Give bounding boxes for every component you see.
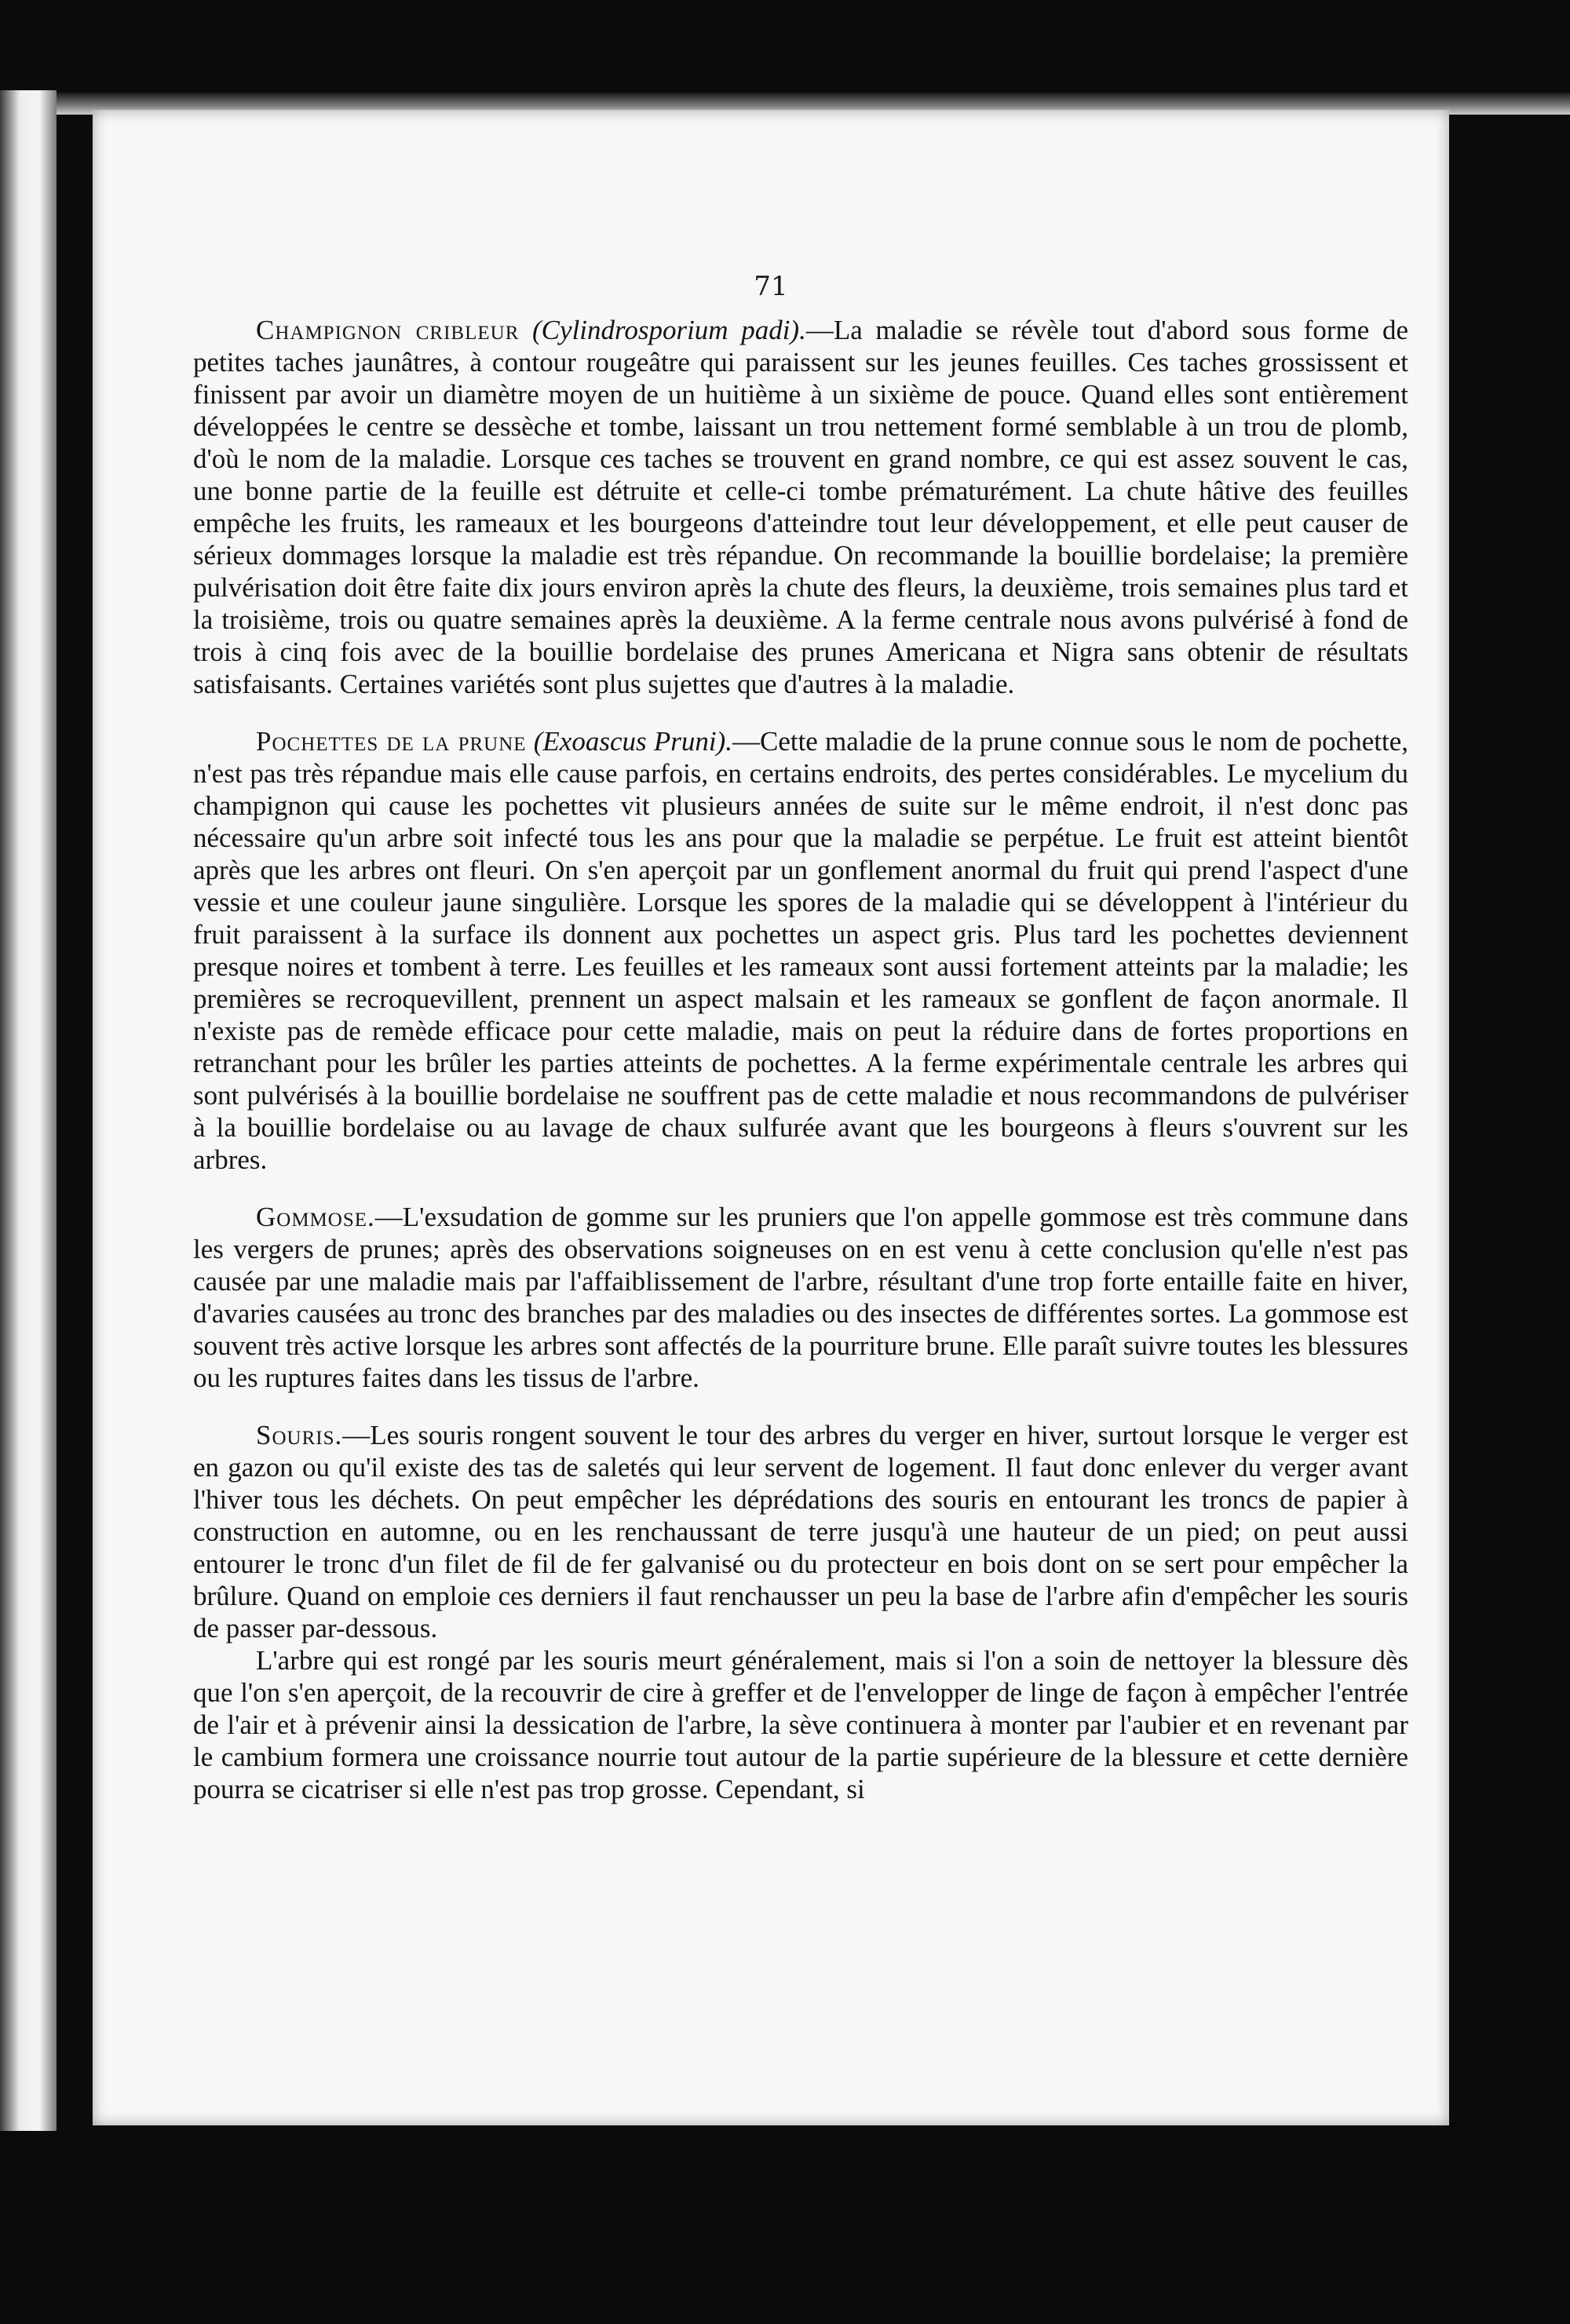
latin-name: (Cylindrosporium padi).	[532, 315, 806, 345]
binding-edge	[0, 90, 57, 2131]
page-body	[193, 314, 1408, 1805]
paragraph-text: —Cette maladie de la prune connue sous le nom de pochette, n'est pas très répandue mais elle cause parfois, en certains endroits, des pertes considérables. Le mycelium du champignon qui cause les pochettes vit plusieurs années de suite sur le même endroit, il n'est donc pas nécessaire qu'un arbre soit infecté tous les ans pour que la maladie se perpétue. Le fruit est atteint bientôt après que les arbres ont fleuri. On s'en aperçoit par un gonflement anormal du fruit qui prend l'aspect d'une vessie et une couleur jaune singulière. Lorsque les spores de la maladie qui se développent à l'intérieur du fruit paraissent à la surface ils donnent aux pochettes un aspect gris. Plus tard les pochettes deviennent presque noires et tombent à terre. Les feuilles et les rameaux sont aussi fortement atteints par la maladie; les premières se recroquevillent, prennent un aspect malsain et les rameaux se gonflent de façon anormale. Il n'existe pas de remède efficace pour cette maladie, mais on peut la réduire dans de fortes proportions en retranchant pour les brûler les parties atteints de pochettes. A la ferme expérimentale centrale les arbres qui sont pulvérisés à la bouillie bordelaise ne souffrent pas de cette maladie et nous recommandons de pulvériser à la bouillie bordelaise ou au lavage de chaux sulfurée avant que les bourgeons à fleurs s'ouvrent sur les arbres.	[193, 726, 1408, 1175]
paragraph-souris-continued	[193, 1644, 1408, 1805]
section-heading: Souris.	[256, 1420, 343, 1450]
paragraph-champignon-cribleur	[193, 314, 1408, 700]
page-number: 71	[754, 271, 788, 302]
paragraph-text: L'arbre qui est rongé par les souris meurt généralement, mais si l'on a soin de nettoyer la blessure dès que l'on s'en aperçoit, de la recouvrir de cire à greffer et de l'envelopper de linge de façon à empêcher l'entrée de l'air et à prévenir ainsi la dessication de l'arbre, la sève continuera à monter par l'aubier et en revenant par le cambium formera une croissance nourrie tout autour de la partie supérieure de la blessure et cette dernière pourra se cicatriser si elle n'est pas trop grosse. Cependant, si	[193, 1645, 1408, 1804]
section-heading: Gommose.	[256, 1202, 375, 1232]
latin-name: (Exoascus Pruni).	[533, 726, 732, 757]
section-heading: Pochettes de la prune	[256, 726, 527, 757]
paragraph-gommose	[193, 1201, 1408, 1394]
paragraph-souris	[193, 1419, 1408, 1644]
paragraph-text: —Les souris rongent souvent le tour des arbres du verger en hiver, surtout lorsque le verger est en gazon ou qu'il existe des tas de saletés qui leur servent de logement. Il faut donc enlever du verger avant l'hiver tous les déchets. On peut empêcher les déprédations des souris en entourant les troncs de papier à construction en automne, ou en les renchaussant de terre jusqu'à une hauteur de un pied; on peut aussi entourer le tronc d'un filet de fil de fer galvanisé ou du protecteur en bois dont on se sert pour empêcher la brûlure. Quand on emploie ces derniers il faut renchausser un peu la base de l'arbre afin d'empêcher les souris de passer par-dessous.	[193, 1420, 1408, 1644]
paragraph-text: —L'exsudation de gomme sur les pruniers que l'on appelle gommose est très commune dans les vergers de prunes; après des observations soigneuses on en est venu à cette conclusion qu'elle n'est pas causée par une maladie mais par l'affaiblissement de l'arbre, résultant d'une trop forte entaille faite en hiver, d'avaries causées au tronc des branches par des maladies ou des insectes de différentes sortes. La gommose est souvent très active lorsque les arbres sont affectés de la pourriture brune. Elle paraît suivre toutes les blessures ou les ruptures faites dans les tissus de l'arbre.	[193, 1202, 1408, 1393]
paragraph-text: —La maladie se révèle tout d'abord sous forme de petites taches jaunâtres, à contour rougeâtre qui paraissent sur les jeunes feuilles. Ces taches grossissent et finissent par avoir un diamètre moyen de un huitième à un sixième de pouce. Quand elles sont entièrement développées le centre se dessèche et tombe, laissant un trou nettement formé semblable à un trou de plomb, d'où le nom de la maladie. Lorsque ces taches se trouvent en grand nombre, ce qui est assez souvent le cas, une bonne partie de la feuille est détruite et celle-ci tombe prématurément. La chute hâtive des feuilles empêche les fruits, les rameaux et les bourgeons d'atteindre tout leur développement, et elle peut causer de sérieux dommages lorsque la maladie est très répandue. On recommande la bouillie bordelaise; la première pulvérisation doit être faite dix jours environ après la chute des fleurs, la deuxième, trois semaines plus tard et la troisième, trois ou quatre semaines après la deuxième. A la ferme centrale nous avons pulvérisé à fond de trois à cinq fois avec de la bouillie bordelaise des prunes Americana et Nigra sans obtenir de résultats satisfaisants. Certaines variétés sont plus sujettes que d'autres à la maladie.	[193, 315, 1409, 699]
section-heading: Champignon cribleur	[256, 315, 520, 345]
book-page	[93, 110, 1449, 2125]
paragraph-pochettes	[193, 725, 1408, 1176]
